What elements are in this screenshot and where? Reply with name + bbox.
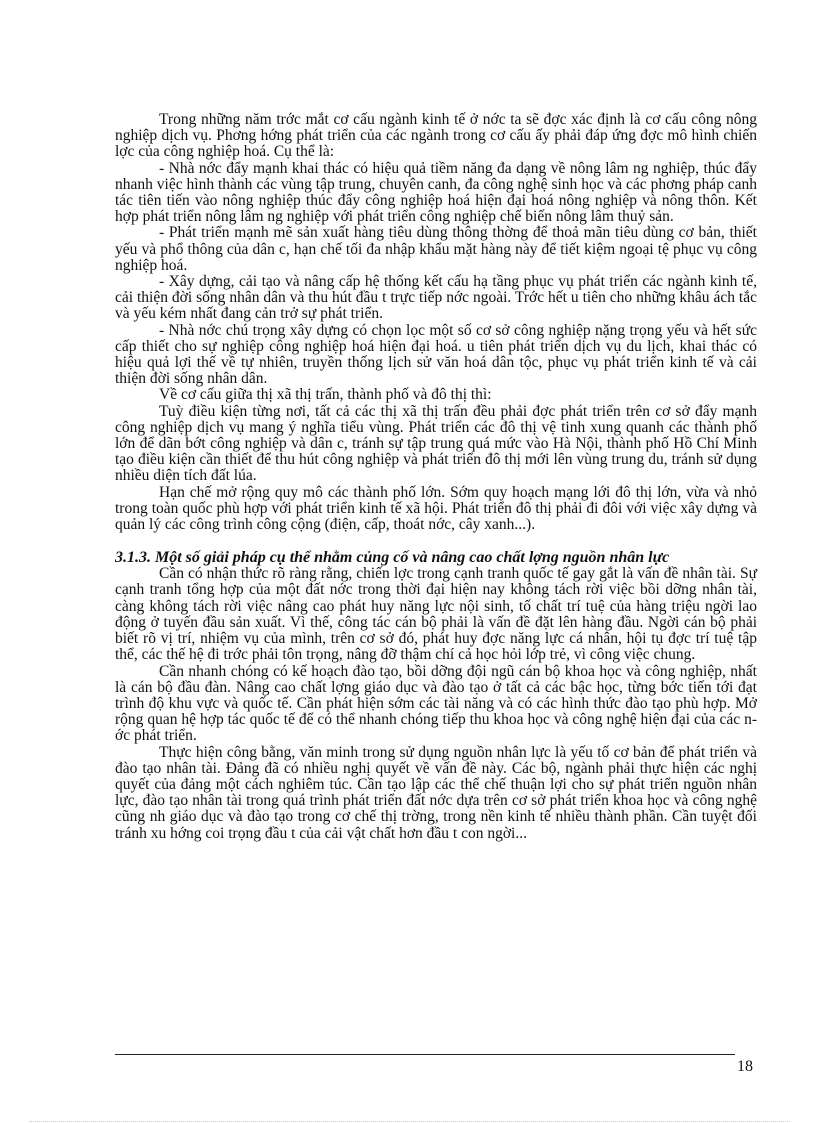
footer-divider <box>115 1054 735 1055</box>
document-body <box>115 112 757 842</box>
paragraph-urban-structure-intro: Về cơ cấu giữa thị xã thị trấn, thành phố và đô thị thì: <box>159 386 492 404</box>
paragraph-fair-use: Thực hiện công bằng, văn minh trong sử dụng nguồn nhân lực là yếu tố cơ bản để phát triển và đào tạo nhân tài. Đảng đã có nhiều nghị quyết về vấn đề này. Các bộ, ngành phải thực hiện các nghị quyết của đảng một cách nghiêm túc. Cần tạo lập các thể chế thuận lợi cho sự phát triển nguồn nhân lực, đào tạo nhân tài trong quá trình phát triển đất nớc dựa trên cơ sở phát triển khoa học và công nghệ cũng nh giáo dục và đào tạo trong cơ chế thị trờng, trong nền kinh tế nhiều thành phần. Cần tuyệt đối tránh xu hớng coi trọng đầu t của cải vật chất hơn đầu t con ngời... <box>115 743 757 842</box>
page-bottom-dotted-edge <box>30 1121 790 1122</box>
paragraph-bullet-consumer-goods: - Phát triển mạnh mẽ sản xuất hàng tiêu dùng thông thờng để thoả mãn tiêu dùng cơ bản, thiết yếu và phổ thông của dân c, hạn chế tối đa nhập khẩu mặt hàng này để tiết kiệm ngoại tệ phục vụ công nghiệp hoá. <box>115 224 757 274</box>
page-number: 18 <box>737 1058 753 1075</box>
section-heading: 3.1.3. Một số giải pháp cụ thể nhằm củng cố và nâng cao chất lợng nguồn nhân lực <box>115 549 670 567</box>
paragraph-bullet-agriculture: - Nhà nớc đẩy mạnh khai thác có hiệu quả tiềm năng đa dạng về nông lâm ng nghiệp, thúc đẩy nhanh việc hình thành các vùng tập trung, chuyên canh, đa công nghệ sinh học và các phơng pháp canh tác tiên tiến vào nông nghiệp thúc đẩy công nghiệp hoá hiện đại hoá nông nghiệp và nông thôn. Kết hợp phát triển nông lâm ng nghiệp với phát triển công nghiệp chế biến nông lâm thuỷ sản. <box>115 159 757 226</box>
paragraph-talent-awareness: Cần có nhận thức rõ ràng rằng, chiến lợc trong cạnh tranh quốc tế gay gắt là vấn đề nhân tài. Sự cạnh tranh tổng hợp của một đất nớc trong thời đại hiện nay không tách rời việc bồi dỡng nhân tài, càng không tách rời việc nâng cao phát huy năng lực nội sinh, tố chất trí tuệ của hàng triệu ngời lao động ở tuyến đầu sản xuất. Vì thế, công tác cán bộ phải là vấn đề đặt lên hàng đầu. Ngời cán bộ phải biết rõ vị trí, nhiệm vụ của mình, trên cơ sở đó, phát huy đợc năng lực cá nhân, hội tụ đợc trí tuệ tập thể, các thế hệ đi trớc phải tôn trọng, nâng đỡ thậm chí cả học hỏi lớp trẻ, vì công việc chung. <box>115 565 757 664</box>
paragraph-training-plan: Cần nhanh chóng có kế hoạch đào tạo, bồi dỡng đội ngũ cán bộ khoa học và công nghiệp, nhất là cán bộ đầu đàn. Nâng cao chất lợng giáo dục và đào tạo ở tất cả các bậc học, từng bớc tiến tới đạt trình độ khu vực và quốc tế. Cần phát hiện sớm các tài năng và có các hình thức đào tạo phù hợp. Mở rộng quan hệ hợp tác quốc tế để có thể nhanh chóng tiếp thu khoa học và công nghệ hiện đại của các nớc phát triển. <box>115 662 757 745</box>
paragraph-intro: Trong những năm trớc mắt cơ cấu ngành kinh tế ở nớc ta sẽ đợc xác định là cơ cấu công nông nghiệp dịch vụ. Phơng hớng phát triển của các ngành trong cơ cấu ấy phải đáp ứng đợc mô hình chiến lợc của công nghiệp hoá. Cụ thể là: <box>115 111 757 161</box>
paragraph-bullet-heavy-industry: - Nhà nớc chú trọng xây dựng có chọn lọc một số cơ sở công nghiệp nặng trọng yếu và hết sức cấp thiết cho sự nghiệp công nghiệp hoá hiện đại hoá. u tiên phát triển dịch vụ du lịch, khai thác có hiệu quả lợi thế về tự nhiên, truyền thống lịch sử văn hoá dân tộc, phục vụ phát triển kinh tế và cải thiện đời sống nhân dân. <box>115 321 757 388</box>
paragraph-towns-development: Tuỳ điều kiện từng nơi, tất cả các thị xã thị trấn đều phải đợc phát triển trên cơ sở đẩy mạnh công nghiệp dịch vụ mang ý nghĩa tiểu vùng. Phát triển các đô thị vệ tinh xung quanh các thành phố lớn để dãn bớt công nghiệp và dân c, tránh sự tập trung quá mức vào Hà Nội, thành phố Hồ Chí Minh tạo điều kiện cần thiết để thu hút công nghiệp và phát triển đô thị mới lên vùng trung du, tránh sử dụng nhiều diện tích đất lúa. <box>115 402 757 485</box>
paragraph-bullet-infrastructure: - Xây dựng, cải tạo và nâng cấp hệ thống kết cấu hạ tầng phục vụ phát triển các ngành kinh tế, cải thiện đời sống nhân dân và thu hút đầu t trực tiếp nớc ngoài. Trớc hết u tiên cho những khâu ách tắc và yếu kém nhất đang cản trở sự phát triển. <box>115 273 757 323</box>
paragraph-city-planning: Hạn chế mở rộng quy mô các thành phố lớn. Sớm quy hoạch mạng lới đô thị lớn, vừa và nhỏ trong toàn quốc phù hợp với phát triển kinh tế xã hội. Phát triển đô thị phải đi đôi với việc xây dựng và quản lý các công trình công cộng (điện, cấp, thoát nớc, cây xanh...). <box>115 483 757 534</box>
